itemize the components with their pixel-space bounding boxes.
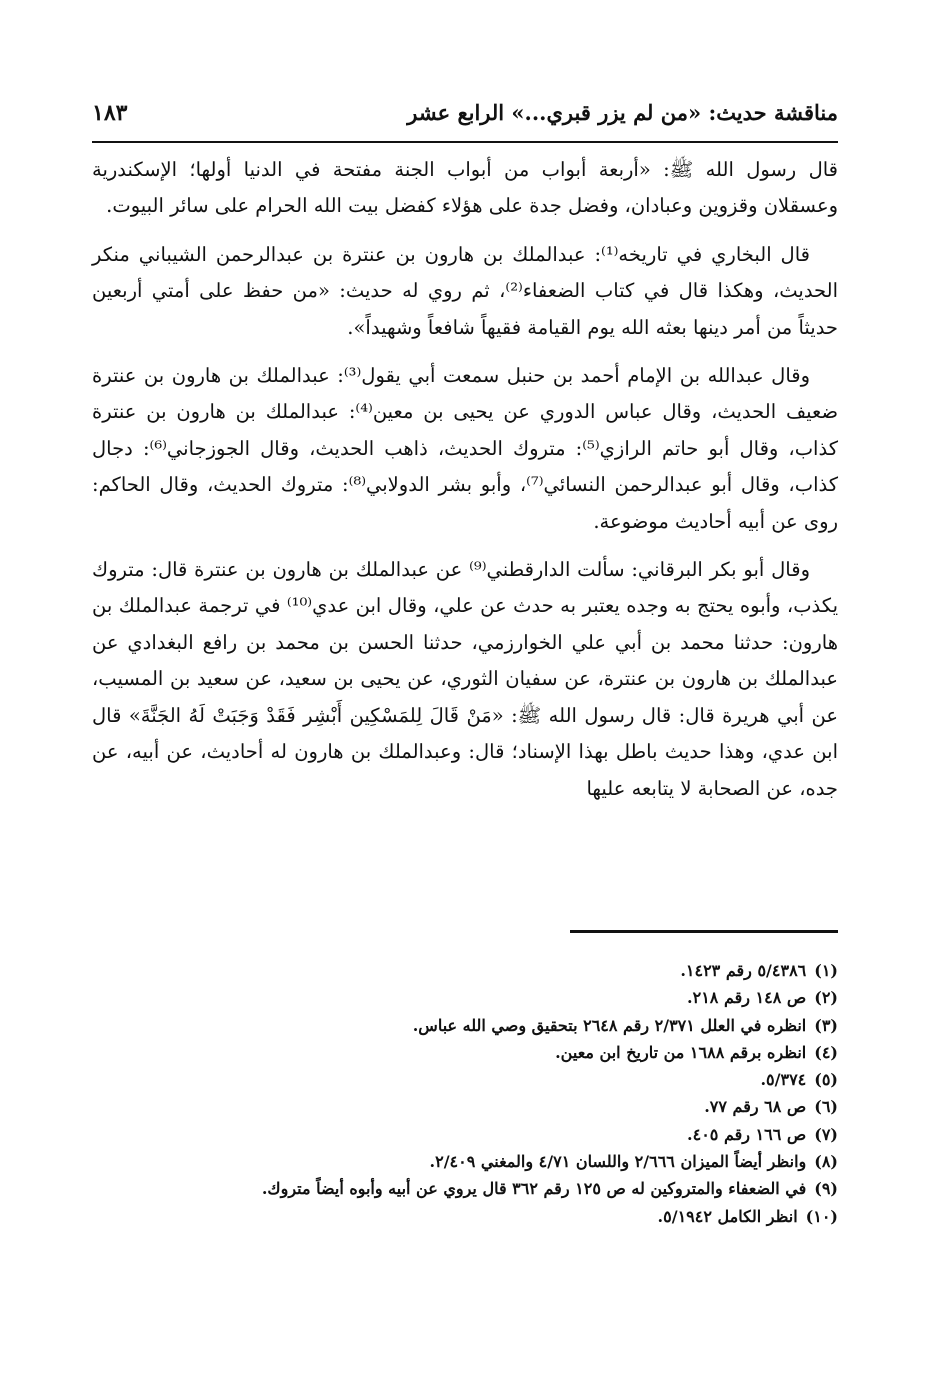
footnote-text: ص ١٦٦ رقم ٤٠٥. — [687, 1124, 807, 1144]
footnote — [92, 1175, 838, 1202]
footnote-number: (٦) — [814, 1097, 838, 1117]
footnote-text: ص ١٤٨ رقم ٢١٨. — [687, 988, 807, 1008]
footnote-number: (٣) — [814, 1015, 838, 1035]
footnote-text: انظره في العلل ٢/٣٧١ رقم ٢٦٤٨ بتحقيق وصي الله عباس. — [412, 1015, 807, 1035]
footnote — [92, 984, 838, 1011]
footnote — [92, 1066, 838, 1093]
paragraph: وقال أبو بكر البرقاني: سألت الدارقطني⁽⁹⁾ عن عبدالملك بن هارون بن عنترة قال: متروك يكذب، وأبوه يحتج به وجده يعتبر به حدث عن علي، وقال ابن عدي⁽¹⁰⁾ في ترجمة عبدالملك بن هارون: حدثنا محمد بن أبي علي الخوارزمي، حدثنا الحسن بن محمد بن رافع البغدادي عن عبدالملك بن هارون بن عنترة، عن سفيان الثوري، عن يحيى بن سعيد، عن سعيد بن المسيب، عن أبي هريرة قال: قال رسول الله ﷺ: «مَنْ قَالَ لِلمَسْكِين أَبْشِر فَقَدْ وَجَبَتْ لَهُ الجَنَّةَ» قال ابن عدي، وهذا حديث باطل بهذا الإسناد؛ قال: وعبدالملك بن هارون له أحاديث، عن أبيه، عن جده، عن الصحابة لا يتابعه عليها — [92, 558, 838, 800]
page-number: ١٨٣ — [92, 100, 128, 126]
footnote-number: (٢) — [814, 988, 838, 1008]
paragraph: قال البخاري في تاريخه⁽¹⁾: عبدالملك بن هارون بن عنترة بن عبدالرحمن الشيباني منكر الحديث، وهكذا قال في كتاب الضعفاء⁽²⁾، ثم روي له حديث: «من حفظ على أمتي أربعين حديثاً من أمر دينها بعثه الله يوم القيامة فقيهاً شافعاً وشهيداً». — [92, 242, 839, 339]
footnote-number: (٩) — [814, 1179, 838, 1199]
footnote — [92, 1093, 838, 1120]
footnote-number: (١) — [814, 961, 838, 980]
running-title: مناقشة حديث: «من لم يزر قبري...» الرابع عشر — [407, 100, 838, 125]
footnote-text: ٥/٣٧٤. — [760, 1070, 807, 1090]
footnote — [92, 1203, 838, 1230]
page-header — [92, 98, 838, 140]
footnote-number: (١٠) — [805, 1206, 838, 1226]
footnote-text: ص ٦٨ رقم ٧٧. — [704, 1097, 807, 1117]
footnote-number: (٨) — [814, 1152, 838, 1172]
main-text — [92, 152, 838, 819]
footnote — [92, 1148, 838, 1175]
paragraph: قال رسول الله ﷺ: «أربعة أبواب من أبواب الجنة مفتحة في الدنيا أولها؛ الإسكندرية وعسقلان وقزوين وعبادان، وفضل جدة على هؤلاء كفضل بيت الله الحرام على سائر البيوت. — [92, 158, 839, 218]
paragraph: وقال عبدالله بن الإمام أحمد بن حنبل سمعت أبي يقول⁽³⁾: عبدالملك بن هارون بن عنترة ضعيف الحديث، وقال عباس الدوري عن يحيى بن معين⁽⁴⁾: عبدالملك بن هارون بن عنترة كذاب، وقال أبو حاتم الرازي⁽⁵⁾: متروك الحديث، ذاهب الحديث، وقال الجوزجاني⁽⁶⁾: دجال كذاب، وقال أبو عبدالرحمن النسائي⁽⁷⁾، وأبو بشر الدولابي⁽⁸⁾: متروك الحديث، وقال الحاكم: روى عن أبيه أحاديث موضوعة. — [92, 364, 839, 533]
footnote-number: (٤) — [814, 1042, 838, 1062]
footnote — [92, 1121, 838, 1148]
footnote — [92, 1012, 838, 1039]
footnotes — [92, 957, 838, 1230]
footnote-rule — [570, 930, 838, 933]
footnote-text: انظره برقم ١٦٨٨ من تاريخ ابن معين. — [555, 1042, 807, 1062]
footnote-text: انظر الكامل ٥/١٩٤٢. — [657, 1206, 798, 1226]
header-rule — [92, 141, 838, 143]
footnote-text: في الضعفاء والمتروكين له ص ١٢٥ رقم ٣٦٢ قال يروي عن أبيه وأبوه أيضاً متروك. — [261, 1179, 807, 1199]
footnote — [92, 1039, 838, 1066]
footnote-number: (٥) — [814, 1070, 838, 1090]
footnote-text: ٥/٤٣٨٦ رقم ١٤٢٣. — [680, 961, 807, 980]
footnote — [92, 957, 838, 984]
footnote-text: وانظر أيضاً الميزان ٢/٦٦٦ واللسان ٤/٧١ والمغني ٢/٤٠٩. — [429, 1152, 807, 1172]
footnote-number: (٧) — [814, 1124, 838, 1144]
